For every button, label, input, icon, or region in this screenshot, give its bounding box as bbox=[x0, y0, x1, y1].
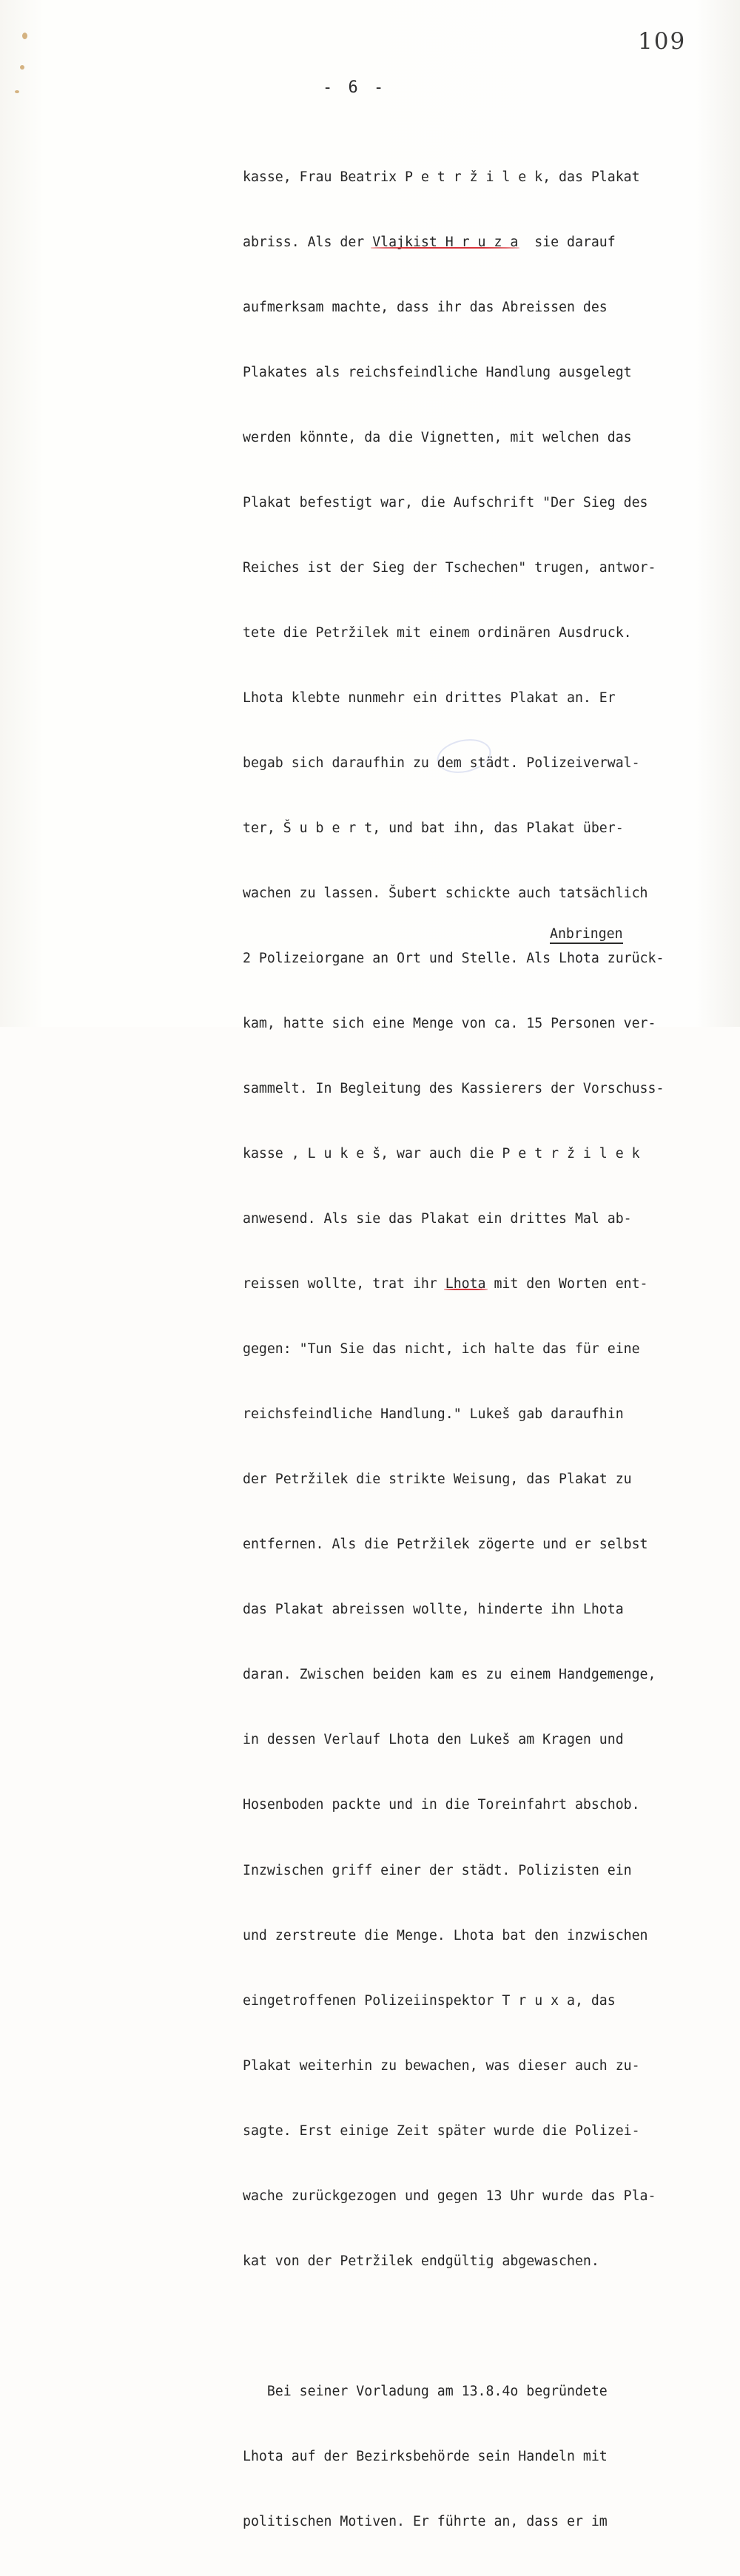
text-line: kat von der Petržilek endgültig abgewaschen. bbox=[243, 2253, 599, 2269]
text-segment: mit den Worten ent- bbox=[485, 1276, 648, 1292]
red-underline-vlajkist: Vlajkist H r u z a bbox=[372, 234, 519, 250]
folio-number: 109 bbox=[638, 28, 687, 55]
text-line: werden könnte, da die Vignetten, mit welchen das bbox=[243, 429, 632, 445]
text-line: Plakates als reichsfeindliche Handlung ausgelegt bbox=[243, 364, 632, 380]
text-line: reichsfeindliche Handlung." Lukeš gab daraufhin bbox=[243, 1406, 624, 1423]
text-line: kasse, Frau Beatrix P e t r ž i l e k, das Plakat bbox=[243, 169, 640, 185]
text-line: sagte. Erst einige Zeit später wurde die Polizei- bbox=[243, 2122, 640, 2139]
catchword bbox=[550, 926, 623, 942]
text-line: wachen zu lassen. Šubert schickte auch tatsächlich bbox=[243, 886, 648, 902]
text-line-hruza bbox=[243, 232, 716, 253]
text-line: entfernen. Als die Petržilek zögerte und er selbst bbox=[243, 1537, 648, 1553]
red-underline-lhota: Lhota bbox=[445, 1276, 486, 1292]
text-line: begab sich daraufhin zu dem städt. Polizeiverwal- bbox=[243, 755, 640, 771]
text-line: kasse , L u k e š, war auch die P e t r ž i l e k bbox=[243, 1146, 640, 1162]
text-line: daran. Zwischen beiden kam es zu einem Handgemenge, bbox=[243, 1667, 656, 1683]
text-segment: reissen wollte, trat ihr bbox=[243, 1276, 445, 1292]
text-line: wache zurückgezogen und gegen 13 Uhr wurde das Pla- bbox=[243, 2188, 656, 2204]
text-line: anwesend. Als sie das Plakat ein drittes Mal ab- bbox=[243, 1211, 632, 1227]
text-line: tete die Petržilek mit einem ordinären Ausdruck. bbox=[243, 624, 632, 641]
text-line: eingetroffenen Polizeiinspektor T r u x a, das bbox=[243, 1992, 616, 2009]
binding-mark bbox=[15, 90, 19, 93]
text-line: kam, hatte sich eine Menge von ca. 15 Personen ver- bbox=[243, 1016, 656, 1032]
text-line: Lhota klebte nunmehr ein drittes Plakat an. Er bbox=[243, 689, 616, 706]
text-line: in dessen Verlauf Lhota den Lukeš am Kragen und bbox=[243, 1732, 624, 1748]
text-line: 2 Polizeiorgane an Ort und Stelle. Als Lhota zurück- bbox=[243, 951, 665, 967]
text-line: aufmerksam machte, dass ihr das Abreissen des bbox=[243, 299, 608, 315]
typed-body bbox=[243, 123, 716, 2576]
text-line: Bei seiner Vorladung am 13.8.4o begründete bbox=[243, 2383, 608, 2399]
text-line: und zerstreute die Menge. Lhota bat den inzwischen bbox=[243, 1927, 648, 1943]
text-line: Hosenboden packte und in die Toreinfahrt abschob. bbox=[243, 1797, 640, 1813]
page-number: - 6 - bbox=[323, 78, 387, 97]
binding-mark bbox=[20, 65, 24, 70]
blank-line bbox=[243, 2316, 716, 2337]
text-line: der Petržilek die strikte Weisung, das Plakat zu bbox=[243, 1471, 632, 1488]
text-segment: sie darauf bbox=[518, 234, 616, 250]
text-line: Reiches ist der Sieg der Tschechen" trugen, antwor- bbox=[243, 559, 656, 576]
text-line: ter, Š u b e r t, und bat ihn, das Plakat über- bbox=[243, 820, 624, 836]
text-line: gegen: "Tun Sie das nicht, ich halte das für eine bbox=[243, 1341, 640, 1358]
text-line: Plakat befestigt war, die Aufschrift "Der Sieg des bbox=[243, 494, 648, 510]
binding-mark bbox=[22, 33, 27, 39]
text-segment: abriss. Als der bbox=[243, 234, 373, 250]
catchword-text: Anbringen bbox=[550, 926, 623, 944]
text-line: politischen Motiven. Er führte an, dass er im bbox=[243, 2513, 608, 2529]
text-line: Inzwischen griff einer der städt. Polizisten ein bbox=[243, 1862, 632, 1878]
text-line: Plakat weiterhin zu bewachen, was dieser auch zu- bbox=[243, 2057, 640, 2074]
text-line-lhota bbox=[243, 1273, 716, 1295]
text-line: Lhota auf der Bezirksbehörde sein Handeln mit bbox=[243, 2448, 608, 2464]
text-line: sammelt. In Begleitung des Kassierers der Vorschuss- bbox=[243, 1081, 665, 1097]
text-line: das Plakat abreissen wollte, hinderte ihn Lhota bbox=[243, 1602, 624, 1618]
